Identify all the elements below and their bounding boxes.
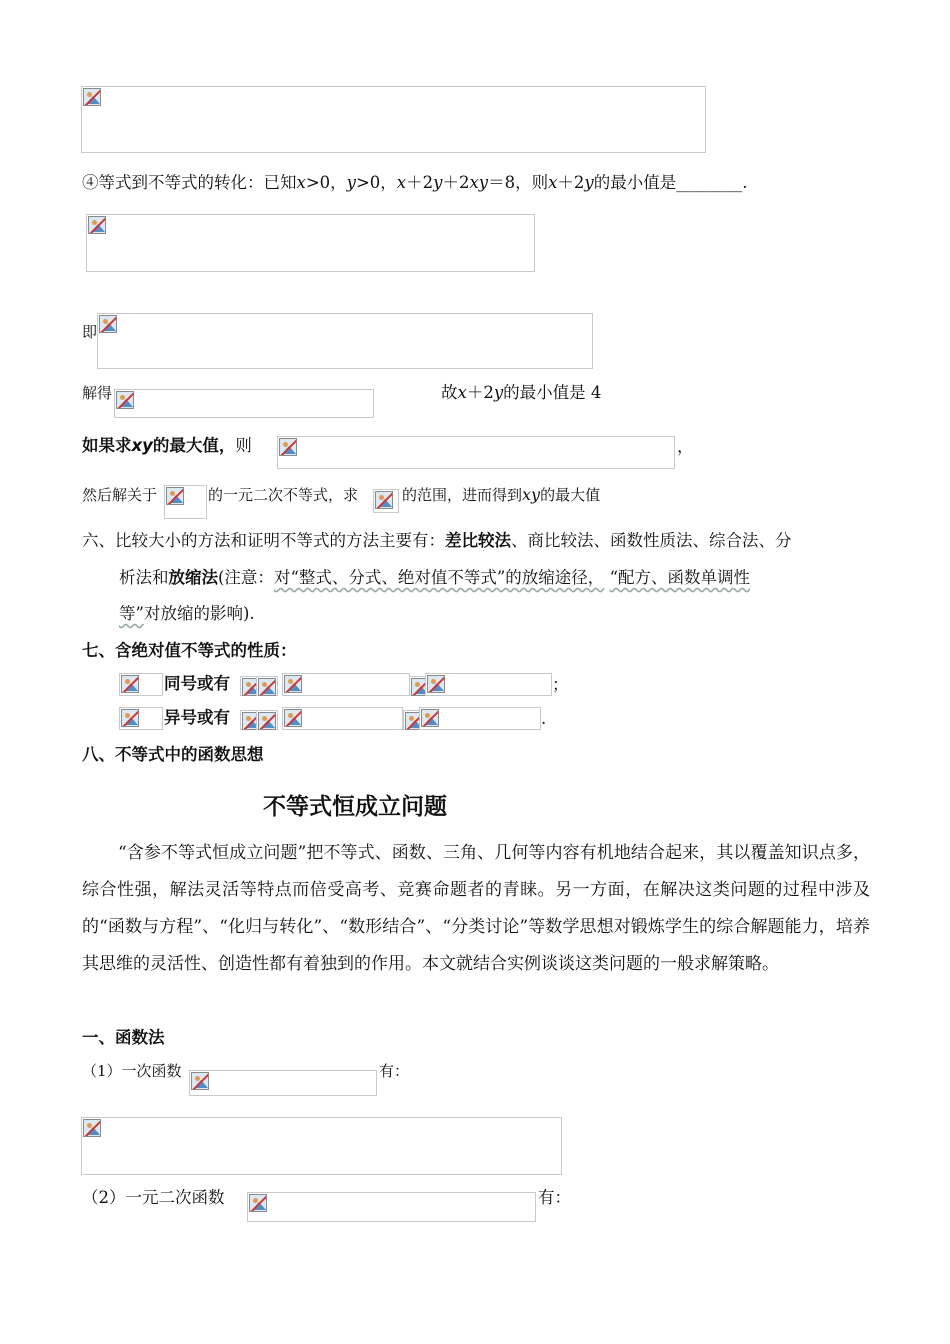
broken-image-icon xyxy=(427,675,445,693)
case2-tail: 有： xyxy=(538,1188,571,1207)
broken-image-icon xyxy=(284,675,302,693)
answer-blank: ________ xyxy=(676,173,743,192)
formula-image xyxy=(81,1117,562,1175)
broken-image-icon xyxy=(83,1119,101,1137)
broken-image-icon xyxy=(249,1194,267,1212)
conclusion-text: 故x＋2y的最小值是 4 xyxy=(441,383,602,402)
formula-image xyxy=(256,710,278,730)
formula-image xyxy=(419,707,541,730)
formula-image xyxy=(425,673,552,696)
case1-tail: 有： xyxy=(379,1062,410,1080)
formula-image xyxy=(119,673,163,696)
item4-line: ④等式到不等式的转化：已知x>0，y>0，x＋2y＋2xy＝8，则x＋2y的最小值是________. xyxy=(82,173,748,192)
case2-label: （2）一元二次函数 xyxy=(82,1188,225,1207)
formula-image xyxy=(189,1070,377,1096)
jiede-label: 解得 xyxy=(82,384,113,402)
same-sign-label: 同号或有 xyxy=(164,674,230,693)
formula-image xyxy=(282,673,410,696)
broken-image-icon xyxy=(121,675,139,693)
broken-image-icon xyxy=(116,391,134,409)
article-title: 不等式恒成立问题 xyxy=(263,794,447,820)
then-c: 的范围，进而得到xy的最大值 xyxy=(402,485,601,504)
broken-image-icon xyxy=(279,438,297,456)
intro-paragraph: “含参不等式恒成立问题”把不等式、函数、三角、几何等内容有机地结合起来，其以覆盖知识点多，综合性强，解法灵活等特点而倍受高考、竞赛命题者的青睐。另一方面，在解决这类问题的过程中涉及的“函数与方程”、“化归与转化”、“数形结合”、“分类讨论”等数学思想对锻炼学生的综合解题能力，培养其思维的灵活性、创造性都有着独到的作用。本文就结合实例谈谈这类问题的一般求解策略。 xyxy=(82,843,870,974)
broken-image-icon xyxy=(421,709,439,727)
broken-image-icon xyxy=(258,678,276,696)
broken-image-icon xyxy=(375,491,393,509)
section6-line2: 析法和放缩法(注意：对“整式、分式、绝对值不等式”的放缩途径， “配方、函数单调性 xyxy=(119,568,750,587)
formula-image xyxy=(119,707,163,730)
broken-image-icon xyxy=(83,88,101,106)
formula-image xyxy=(373,489,399,513)
method1-title: 一、函数法 xyxy=(82,1028,165,1047)
broken-image-icon xyxy=(88,216,106,234)
section7-title: 七、含绝对值不等式的性质： xyxy=(82,641,297,660)
formula-image xyxy=(164,485,207,519)
semicolon: ； xyxy=(552,675,569,694)
broken-image-icon xyxy=(121,709,139,727)
case1-label: （1）一次函数 xyxy=(82,1062,182,1080)
section8-title: 八、不等式中的函数思想 xyxy=(82,745,264,764)
period: . xyxy=(541,709,547,728)
formula-image xyxy=(97,313,593,369)
formula-image xyxy=(81,86,706,153)
broken-image-icon xyxy=(258,712,276,730)
broken-image-icon xyxy=(166,487,184,505)
section6-line1: 六、比较大小的方法和证明不等式的方法主要有：差比较法、商比较法、函数性质法、综合法、分 xyxy=(82,531,792,550)
formula-image xyxy=(86,214,535,272)
formula-image xyxy=(282,707,403,730)
max-question: 如果求xy的最大值，则 xyxy=(82,436,252,455)
formula-image xyxy=(256,676,278,696)
formula-image xyxy=(114,389,374,418)
then-a: 然后解关于 xyxy=(82,486,158,504)
formula-image xyxy=(277,436,675,469)
broken-image-icon xyxy=(191,1072,209,1090)
diff-sign-label: 异号或有 xyxy=(164,708,230,727)
broken-image-icon xyxy=(284,709,302,727)
comma: ， xyxy=(677,437,694,456)
section6-line3: 等”对放缩的影响). xyxy=(119,604,255,623)
then-b: 的一元二次不等式，求 xyxy=(208,486,359,504)
broken-image-icon xyxy=(99,315,117,333)
formula-image xyxy=(247,1192,536,1222)
ji-label: 即 xyxy=(82,323,98,341)
